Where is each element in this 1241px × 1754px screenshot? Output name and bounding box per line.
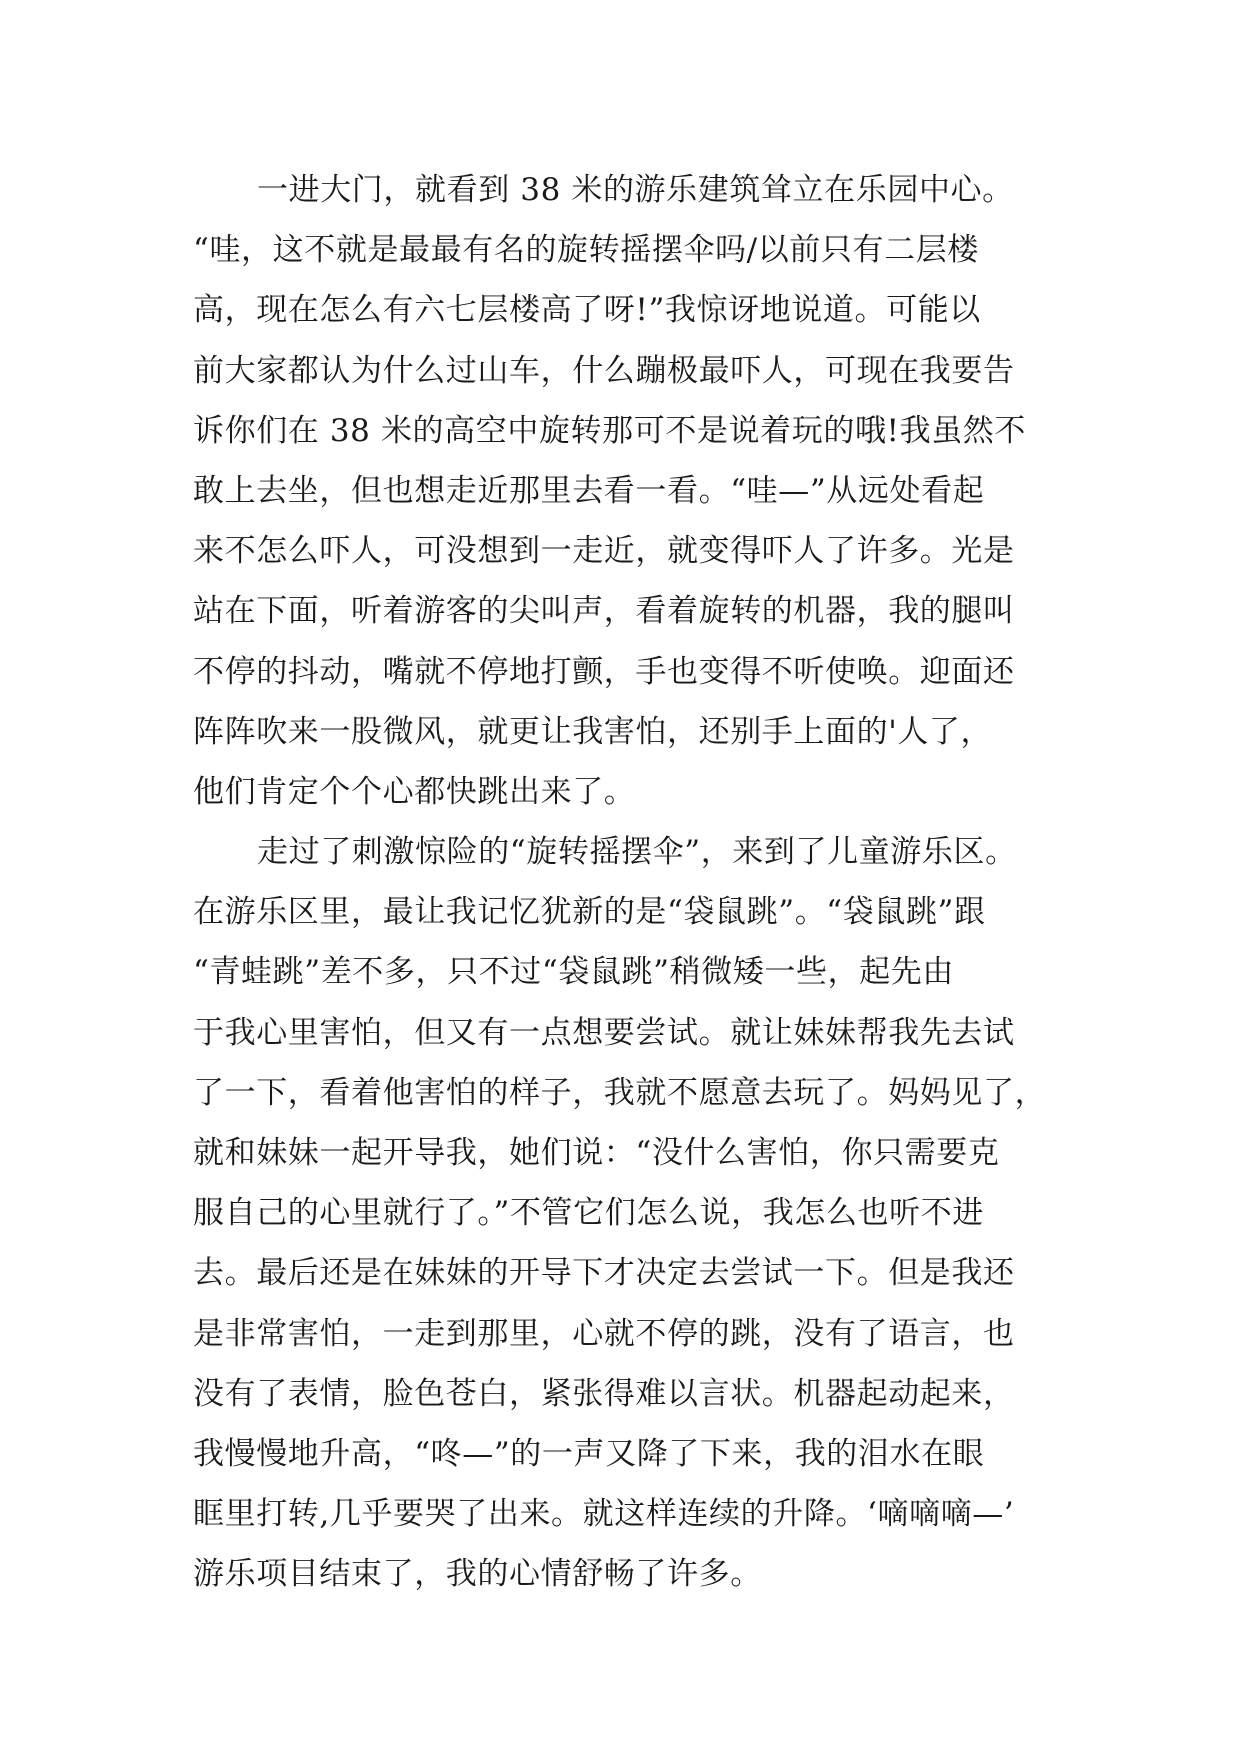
paragraph-line: 没有了表情，脸色苍白，紧张得难以言状。机器起动起来， [193, 1375, 1015, 1412]
paragraph-line: 阵阵吹来一股微风，就更让我害怕，还别手上面的'人了， [193, 713, 993, 750]
paragraph-line: “哇，这不就是最最有名的旋转摇摆伞吗/以前只有二层楼 [193, 232, 979, 269]
paragraph-line: 了一下，看着他害怕的样子，我就不愿意去玩了。妈妈见了， [193, 1074, 1047, 1111]
paragraph-line: 是非常害怕，一走到那里，心就不停的跳，没有了语言，也 [193, 1315, 1015, 1352]
paragraph-line: 高，现在怎么有六七层楼高了呀!”我惊讶地说道。可能以 [193, 292, 981, 329]
paragraph-line: 来不怎么吓人，可没想到一走近，就变得吓人了许多。光是 [193, 533, 1015, 570]
paragraph-line: 去。最后还是在妹妹的开导下才决定去尝试一下。但是我还 [193, 1255, 1015, 1292]
paragraph-line: 走过了刺激惊险的“旋转摇摆伞”，来到了儿童游乐区。 [257, 834, 1017, 871]
paragraph-line: 诉你们在 38 米的高空中旋转那可不是说着玩的哦!我虽然不 [193, 412, 1027, 449]
paragraph-2 [193, 822, 1073, 1604]
paragraph-line: 他们肯定个个心都快跳出来了。 [193, 773, 636, 810]
paragraph-line: 服自己的心里就行了。”不管它们怎么说，我怎么也听不进 [193, 1195, 984, 1232]
paragraph-line: 游乐项目结束了，我的心情舒畅了许多。 [193, 1556, 762, 1593]
paragraph-line: 敢上去坐，但也想走近那里去看一看。“哇—”从远处看起 [193, 472, 985, 509]
paragraph-line: 眶里打转,几乎要哭了出来。就这样连续的升降。‘嘀嘀嘀—’ [193, 1496, 1015, 1533]
essay-text [193, 160, 1073, 1605]
paragraph-line: 一进大门，就看到 38 米的游乐建筑耸立在乐园中心。 [257, 172, 1014, 208]
paragraph-line: 就和妹妹一起开导我，她们说：“没什么害怕，你只需要克 [193, 1135, 1000, 1171]
paragraph-line: 在游乐区里，最让我记忆犹新的是“袋鼠跳”。“袋鼠跳”跟 [193, 894, 986, 931]
paragraph-line: 前大家都认为什么过山车，什么蹦极最吓人，可现在我要告 [193, 352, 1015, 389]
paragraph-1 [193, 160, 1073, 822]
paragraph-line: 于我心里害怕，但又有一点想要尝试。就让妹妹帮我先去试 [193, 1014, 1015, 1051]
paragraph-line: 不停的抖动，嘴就不停地打颤，手也变得不听使唤。迎面还 [193, 653, 1015, 690]
paragraph-line: 站在下面，听着游客的尖叫声，看着旋转的机器，我的腿叫 [193, 593, 1015, 630]
paragraph-line: “青蛙跳”差不多，只不过“袋鼠跳”稍微矮一些，起先由 [193, 954, 954, 991]
paragraph-line: 我慢慢地升高，“咚—”的一声又降了下来，我的泪水在眼 [193, 1435, 985, 1472]
